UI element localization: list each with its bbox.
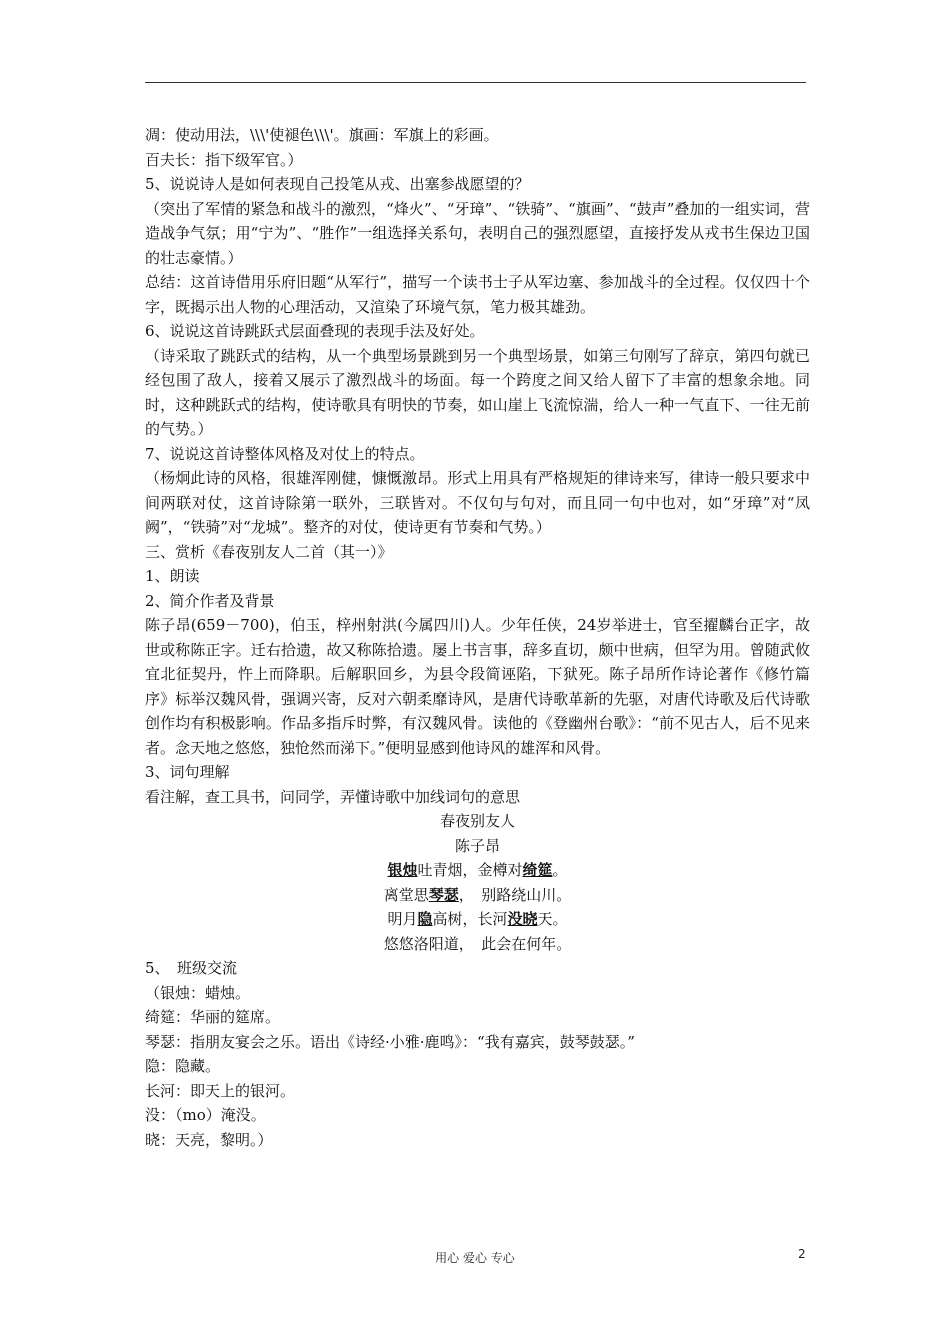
summary: 总结：这首诗借用乐府旧题“从军行”，描写一个读书士子从军边塞、参加战斗的全过程。仅仅四十个字，既揭示出人物的心理活动，又渲染了环境气氛，笔力极其雄劲。 [145,273,810,316]
poem-title: 春夜别友人 [439,812,515,830]
step-1: 1、朗读 [145,567,200,585]
poem-line-4: 悠悠洛阳道， 此会在何年。 [383,934,572,953]
poem-text: 离堂思 [383,885,429,904]
poem-text: 天。 [537,910,568,928]
gloss: 琴瑟：指朋友宴会之乐。语出《诗经·小雅·鹿鸣》：“我有嘉宾，鼓琴鼓瑟。” [145,1032,635,1051]
poem-text: 明月 [387,910,418,928]
gloss: 没：（mo）淹没。 [145,1106,266,1124]
text-line: 凋：使动用法，\\\'使褪色\\\'。旗画：军旗上的彩画。 [145,126,499,144]
poem-text: 高树，长河 [432,910,508,928]
poem-author: 陈子昂 [454,836,500,855]
section-heading: 三、赏析《春夜别友人二首（其一）》 [145,542,393,561]
text-line: 百夫长：指下级军官。） [145,150,303,169]
instruction: 看注解，查工具书，问同学，弄懂诗歌中加线词句的意思 [145,787,521,806]
gloss: 隐：隐藏。 [145,1057,221,1075]
poem-line-1 [145,858,810,883]
poem-line-2 [145,883,810,908]
question-6: 6、说说这首诗跳跃式层面叠现的表现手法及好处。 [145,322,485,340]
answer-6: （诗采取了跳跃式的结构，从一个典型场景跳到另一个典型场景，如第三句刚写了辞京，第四句就已经包围了敌人，接着又展示了激烈战斗的场面。每一个跨度之间又给人留下了丰富的想象余地。同时，这种跳跃式的结构，使诗歌具有明快的节奏，如山崖上飞流惊湍，给人一种一气直下、一往无前的气势。） [145,346,810,438]
question-7: 7、说说这首诗整体风格及对仗上的特点。 [145,444,425,463]
underlined-word: 银烛 [387,861,418,879]
poem-text: 吐青烟，金樽对 [417,861,523,879]
page-footer: 用心 爱心 专心 [435,1251,515,1265]
poem-line-3 [145,907,810,932]
gloss: 晓：天亮，黎明。） [145,1130,273,1149]
underlined-word: 没晓 [507,910,538,928]
answer-5: （突出了军情的紧急和战斗的激烈，“烽火”、“牙璋”、“铁骑”、“旗画”、“鼓声”叠加的一组实词，营造战争气氛；用“宁为”、“胜作”一组选择关系句，表明自己的强烈愿望，直接抒发从戎书生保边卫国的壮志豪情。） [145,199,810,267]
document-body [145,123,810,1152]
gloss: 绮筵：华丽的筵席。 [145,1008,281,1026]
poem-text: 。 [552,861,568,879]
underlined-word: 隐 [417,910,433,928]
page-number: 2 [798,1247,806,1261]
header-rule [145,82,806,83]
step-3: 3、词句理解 [145,763,230,781]
poem-text: ， 别路绕山川。 [458,885,572,904]
gloss: 长河：即天上的银河。 [145,1081,296,1100]
step-5: 5、 班级交流 [145,959,238,977]
answer-7: （杨炯此诗的风格，很雄浑刚健，慷慨激昂。形式上用具有严格规矩的律诗来写，律诗一般只要求中间两联对仗，这首诗除第一联外，三联皆对。不仅句与句对，而且同一句中也对，如“牙璋”对“凤阙”，“铁骑”对“龙城”。整齐的对仗，使诗更有节奏和气势。） [145,469,810,536]
underlined-word: 琴瑟 [428,885,459,904]
author-bio: 陈子昂(659－700)，伯玉，梓州射洪(今属四川)人。少年任侠，24岁举进士，官至擢麟台正字，故世或称陈正字。迁右拾遗，故又称陈拾遗。屡上书言事，辞多直切，颇中世病，但罕为用。曾随武攸宜北征契丹，忤上而降职。后解职回乡，为县令段简诬陷，下狱死。陈子昂所作诗论著作《修竹篇序》标举汉魏风骨，强调兴寄，反对六朝柔靡诗风，是唐代诗歌革新的先驱，对唐代诗歌及后代诗歌创作均有积极影响。作品多指斥时弊，有汉魏风骨。读他的《登幽州台歌》：“前不见古人，后不见来者。念天地之悠悠，独怆然而涕下。”便明显感到他诗风的雄浑和风骨。 [145,616,810,757]
gloss: （银烛：蜡烛。 [145,983,251,1002]
underlined-word: 绮筵 [522,861,553,879]
step-2: 2、简介作者及背景 [145,591,275,610]
question-5: 5、说说诗人是如何表现自己投笔从戎、出塞参战愿望的？ [145,175,530,193]
